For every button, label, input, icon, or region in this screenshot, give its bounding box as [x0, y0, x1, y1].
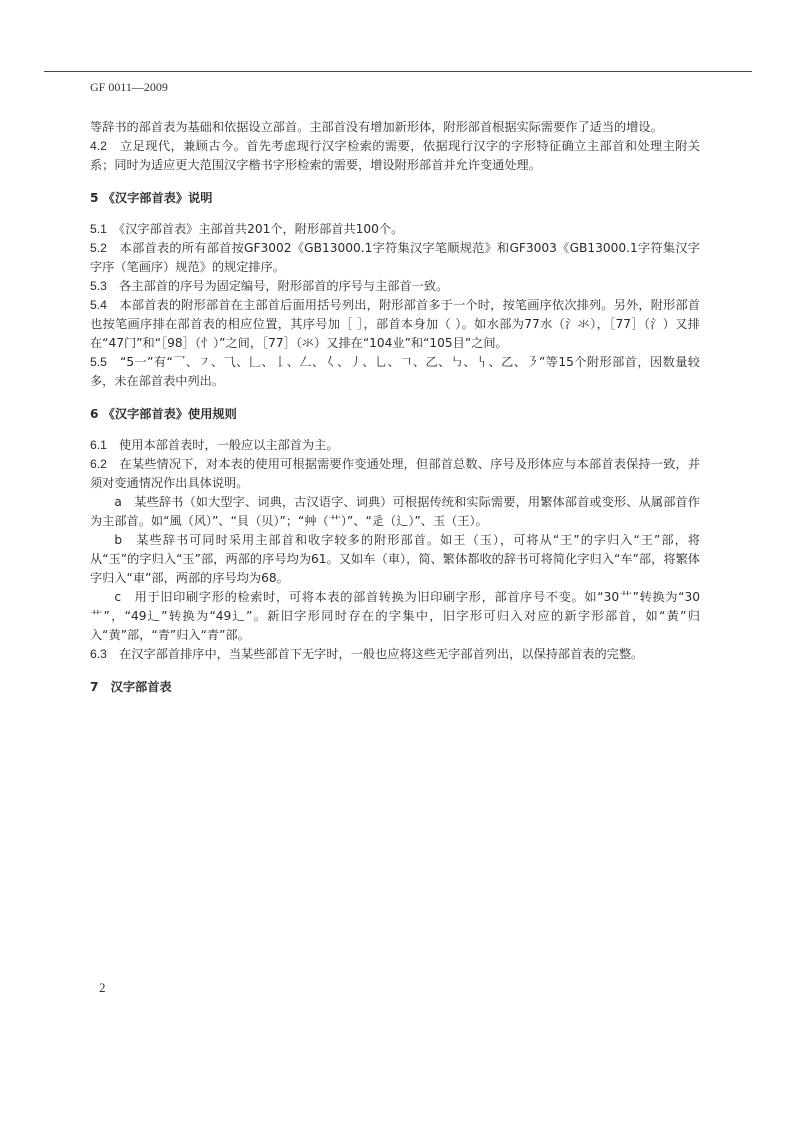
clause-number: 5.2 [90, 241, 107, 255]
header-rule [44, 71, 752, 72]
clause-6-1 [90, 436, 700, 455]
clause-text: 立足现代，兼顾古今。首先考虑现行汉字检索的需要，依据现行汉字的字形特征确立主部首和处理主附关系；同时为适应更大范围汉字楷书字形检索的需要，增设附形部首并允许变通处理。 [90, 139, 701, 172]
clause-text: “5一”有“乛、㇇、⺄、𠃊、𠄌、𠃋、𡿨、丿、乚、𠃍、乙、㇉、𠃑、乙、㇋”等15个附形部首，因数量较多，未在部首表中列出。 [90, 355, 700, 388]
clause-number: 6.3 [90, 647, 107, 661]
clause-text: 本部首表的所有部首按GF3002《GB13000.1字符集汉字笔顺规范》和GF3003《GB13000.1字符集汉字字序（笔画序）规范》的规定排序。 [90, 241, 700, 274]
clause-number: 4.2 [90, 139, 107, 153]
standard-code: GF 0011—2009 [90, 80, 168, 94]
list-item-b: b 某些辞书可同时采用主部首和收字较多的附形部首。如王（玉），可将从“王”的字归入“王”部，将从“玉”的字归入“玉”部，两部的序号均为61。又如车（車），简、繁体都收的辞书可将简化字归入“车”部，将繁体字归入“車”部，两部的序号均为68。 [90, 533, 700, 585]
clause-number: 6.2 [90, 457, 107, 471]
clause-number: 6.1 [90, 438, 107, 452]
clause-5-3 [90, 277, 700, 296]
page-number: 2 [99, 980, 106, 995]
clause-number: 5.3 [90, 279, 107, 293]
list-item-c: c 用于旧印刷字形的检索时，可将本表的部首转换为旧印刷字形，部首序号不变。如“30艹”转换为“30艹”，“49辶”转换为“49辶”。新旧字形同时存在的字集中，旧字形可归入对应的新字形部首，如“黃”归入“黄”部，“青”归入“青”部。 [90, 590, 700, 642]
clause-5-5 [90, 353, 700, 391]
clause-number: 5.1 [90, 222, 107, 236]
clause-text: 使用本部首表时，一般应以主部首为主。 [119, 438, 339, 452]
clause-6-3 [90, 645, 700, 664]
section-heading-5: 5 《汉字部首表》说明 [90, 191, 213, 205]
paragraph-continuation: 等辞书的部首表为基础和依据设立部首。主部首没有增加新形体，附形部首根据实际需要作了适当的增设。 [90, 120, 663, 134]
clause-text: 在某些情况下，对本表的使用可根据需要作变通处理，但部首总数、序号及形体应与本部首表保持一致，并须对变通情况作出具体说明。 [90, 457, 701, 490]
clause-4-2 [90, 137, 700, 175]
clause-6-2 [90, 455, 700, 493]
document-body [90, 118, 700, 697]
clause-number: 5.4 [90, 298, 107, 312]
clause-5-2 [90, 239, 700, 277]
list-item-a: a 某些辞书（如大型字、词典，古汉语字、词典）可根据传统和实际需要，用繁体部首或变形、从属部首作为主部首。如“風（风）”、“貝（贝）”；“艸（艹）”、“辵（辶）”、玉（王）。 [90, 495, 700, 528]
section-heading-7: 7 汉字部首表 [90, 680, 172, 694]
section-heading-6: 6 《汉字部首表》使用规则 [90, 407, 237, 421]
clause-5-4 [90, 296, 700, 353]
clause-text: 《汉字部首表》主部首共201个，附形部首共100个。 [119, 222, 404, 236]
clause-text: 各主部首的序号为固定编号，附形部首的序号与主部首一致。 [119, 279, 449, 293]
clause-text: 本部首表的附形部首在主部首后面用括号列出，附形部首多于一个时，按笔画序依次排列。另外，附形部首也按笔画序排在部首表的相应位置，其序号加［ ］，部首本身加（ ）。如水部为77水（氵氺），［77］（氵）又排在“47门”和“［98］（忄）”之间，［77］（氺）又排在“104业”和“105目”之间。 [90, 298, 701, 350]
clause-5-1 [90, 220, 700, 239]
clause-number: 5.5 [90, 355, 107, 369]
clause-text: 在汉字部首排序中，当某些部首下无字时，一般也应将这些无字部首列出，以保持部首表的完整。 [119, 647, 644, 661]
